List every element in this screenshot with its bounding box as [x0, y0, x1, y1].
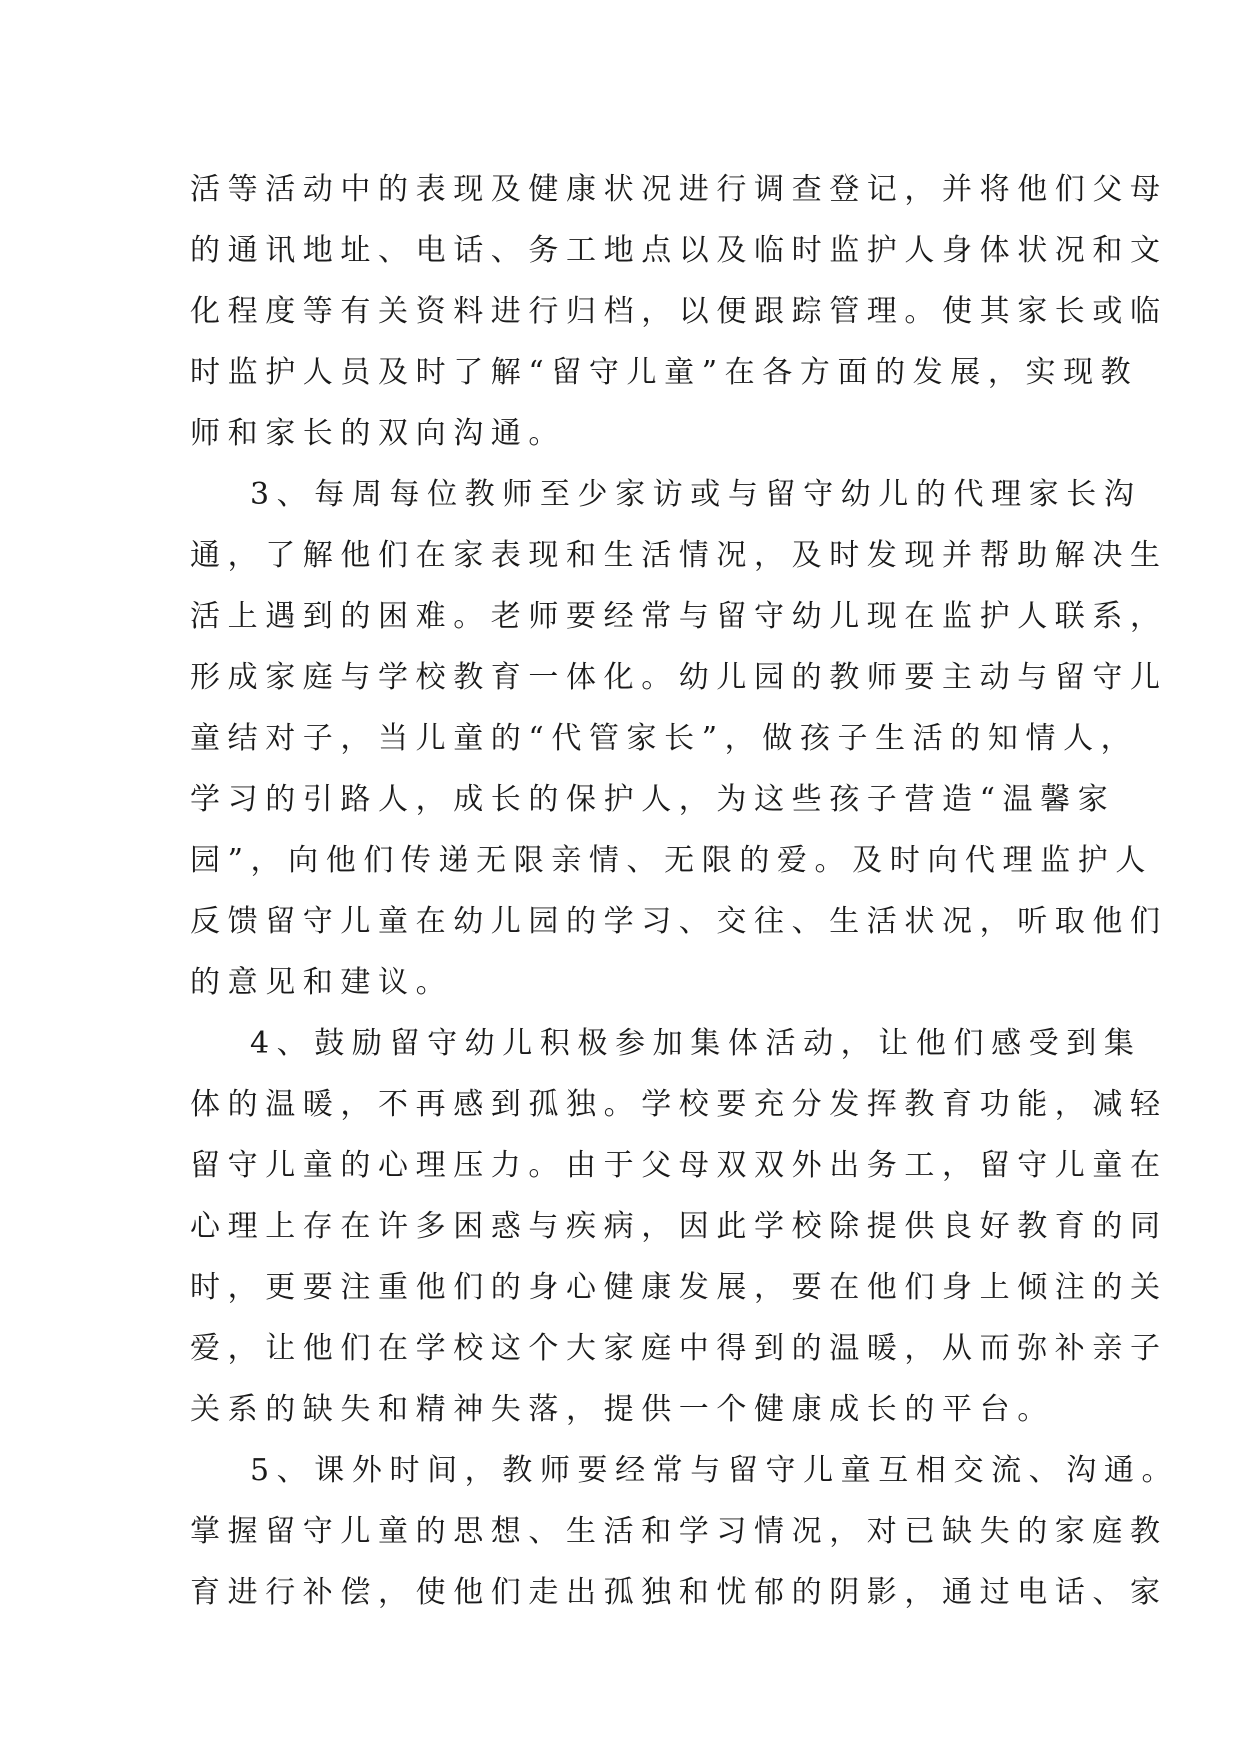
text-line: 形成家庭与学校教育一体化。幼儿园的教师要主动与留守儿	[190, 660, 1168, 695]
paragraph-3-start: 3、每周每位教师至少家访或与留守幼儿的代理家长沟	[250, 477, 1142, 512]
text-line: 化程度等有关资料进行归档，以便跟踪管理。使其家长或临	[190, 294, 1168, 329]
text-line: 活上遇到的困难。老师要经常与留守幼儿现在监护人联系，	[190, 599, 1168, 634]
text-line: 的通讯地址、电话、务工地点以及临时监护人身体状况和文	[190, 233, 1168, 268]
text-line: 童结对子，当儿童的“代管家长”，做孩子生活的知情人，	[190, 721, 1139, 756]
text-line: 关系的缺失和精神失落，提供一个健康成长的平台。	[190, 1392, 1055, 1427]
text-line: 反馈留守儿童在幼儿园的学习、交往、生活状况，听取他们	[190, 904, 1168, 939]
text-line: 通，了解他们在家表现和生活情况，及时发现并帮助解决生	[190, 538, 1168, 573]
paragraph-4-start: 4、鼓励留守幼儿积极参加集体活动，让他们感受到集	[250, 1026, 1142, 1061]
text-line: 心理上存在许多困惑与疾病，因此学校除提供良好教育的同	[190, 1209, 1168, 1244]
text-line: 的意见和建议。	[190, 965, 454, 1000]
paragraph-5-start: 5、课外时间，教师要经常与留守儿童互相交流、沟通。	[250, 1453, 1180, 1488]
text-line: 时监护人员及时了解“留守儿童”在各方面的发展，实现教	[190, 355, 1139, 390]
text-line: 时，更要注重他们的身心健康发展，要在他们身上倾注的关	[190, 1270, 1168, 1305]
text-line: 掌握留守儿童的思想、生活和学习情况，对已缺失的家庭教	[190, 1514, 1168, 1549]
text-line: 留守儿童的心理压力。由于父母双双外出务工，留守儿童在	[190, 1148, 1168, 1183]
text-line: 体的温暖，不再感到孤独。学校要充分发挥教育功能，减轻	[190, 1087, 1168, 1122]
text-line: 园”，向他们传递无限亲情、无限的爱。及时向代理监护人	[190, 843, 1153, 878]
text-line: 育进行补偿，使他们走出孤独和忧郁的阴影，通过电话、家	[190, 1575, 1168, 1610]
text-line: 师和家长的双向沟通。	[190, 416, 566, 451]
text-line: 爱，让他们在学校这个大家庭中得到的温暖，从而弥补亲子	[190, 1331, 1168, 1366]
text-line: 学习的引路人，成长的保护人，为这些孩子营造“温馨家	[190, 782, 1116, 817]
text-line: 活等活动中的表现及健康状况进行调查登记，并将他们父母	[190, 172, 1168, 207]
